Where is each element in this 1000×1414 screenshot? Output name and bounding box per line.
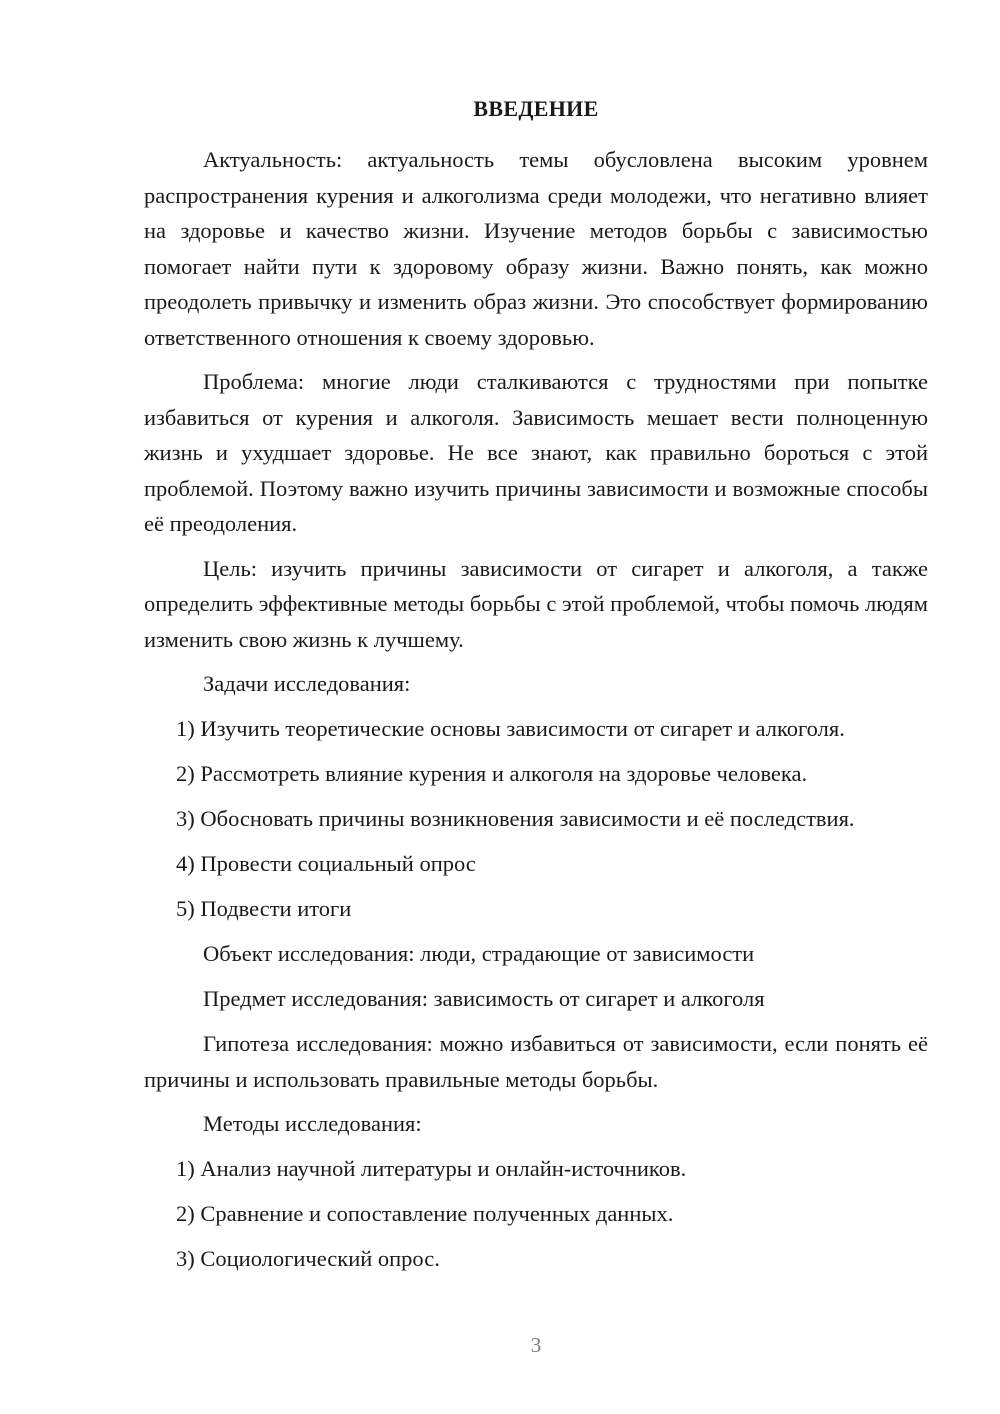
task-item: 3) Обосновать причины возникновения зависимости и её последствия. — [176, 806, 855, 831]
goal-paragraph: Цель: изучить причины зависимости от сигарет и алкоголя, а также определить эффективные методы борьбы с этой проблемой, чтобы помочь людям изменить свою жизнь к лучшему. — [144, 555, 928, 652]
relevance-paragraph: Актуальность: актуальность темы обусловлена высоким уровнем распространения курения и алкоголизма среди молодежи, что негативно влияет на здоровье и качество жизни. Изучение методов борьбы с зависимостью помогает найти пути к здоровому образу жизни. Важно понять, как можно преодолеть привычку и изменить образ жизни. Это способствует формированию ответственного отношения к своему здоровью. — [144, 147, 928, 350]
method-item: 1) Анализ научной литературы и онлайн-источников. — [176, 1156, 687, 1181]
page-content — [144, 142, 928, 1286]
tasks-heading: Задачи исследования: — [203, 671, 411, 696]
method-item: 3) Социологический опрос. — [176, 1246, 440, 1271]
research-object: Объект исследования: люди, страдающие от зависимости — [203, 941, 755, 966]
task-item: 2) Рассмотреть влияние курения и алкоголя на здоровье человека. — [176, 761, 808, 786]
methods-heading: Методы исследования: — [203, 1111, 422, 1136]
task-item: 4) Провести социальный опрос — [176, 851, 476, 876]
method-item: 2) Сравнение и сопоставление полученных данных. — [176, 1201, 674, 1226]
task-item: 1) Изучить теоретические основы зависимости от сигарет и алкоголя. — [176, 716, 845, 741]
page-number: 3 — [530, 1333, 542, 1357]
task-item: 5) Подвести итоги — [176, 896, 352, 921]
page-title: ВВЕДЕНИЕ — [473, 96, 599, 121]
research-subject: Предмет исследования: зависимость от сигарет и алкоголя — [203, 986, 765, 1011]
problem-paragraph: Проблема: многие люди сталкиваются с трудностями при попытке избавиться от курения и алкоголя. Зависимость мешает вести полноценную жизнь и ухудшает здоровье. Не все знают, как правильно бороться с этой проблемой. Поэтому важно изучить причины зависимости и возможные способы её преодоления. — [144, 369, 928, 536]
hypothesis-paragraph: Гипотеза исследования: можно избавиться от зависимости, если понять её причины и использовать правильные методы борьбы. — [144, 1031, 928, 1092]
